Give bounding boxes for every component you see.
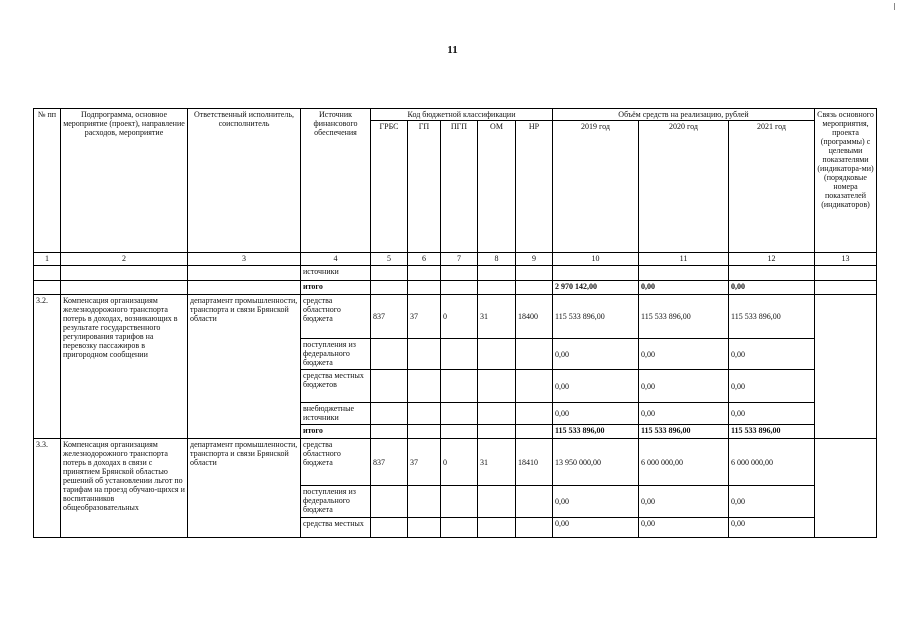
table-row xyxy=(34,266,877,281)
item-name: Компенсация организациям железнодорожного транспорта потерь в доходах в связи с принятием Брянской областью решений об установлении льгот по тарифам на проезд обучаю-щихся и воспитанников общеобразовательных xyxy=(61,439,188,538)
code-grbs: 837 xyxy=(371,295,408,339)
column-number: 2 xyxy=(61,253,188,266)
page-edge-mark xyxy=(894,3,895,10)
total-2021: 115 533 896,00 xyxy=(729,425,815,439)
code-pgp: 0 xyxy=(441,439,478,486)
header-col-program: Подпрограмма, основное мероприятие (проект), направление расходов, мероприятие xyxy=(61,109,188,253)
value-2020: 0,00 xyxy=(639,339,729,370)
total-2020: 0,00 xyxy=(639,281,729,295)
header-code-om: ОМ xyxy=(478,121,516,253)
code-om: 31 xyxy=(478,439,516,486)
value-2021: 6 000 000,00 xyxy=(729,439,815,486)
value-2020: 0,00 xyxy=(639,518,729,538)
item-responsible: департамент промышленности, транспорта и связи Брянской области xyxy=(188,439,301,538)
column-number: 9 xyxy=(516,253,553,266)
source-cell: поступления из федерального бюджета xyxy=(301,339,371,370)
code-nr: 18410 xyxy=(516,439,553,486)
item-number: 3.2. xyxy=(34,295,61,439)
column-number: 10 xyxy=(553,253,639,266)
column-number: 4 xyxy=(301,253,371,266)
code-gp: 37 xyxy=(408,295,441,339)
column-number: 1 xyxy=(34,253,61,266)
value-2019: 115 533 896,00 xyxy=(553,295,639,339)
value-2020: 0,00 xyxy=(639,403,729,425)
header-group-code: Код бюджетной классификации xyxy=(371,109,553,121)
total-label: итого xyxy=(301,281,371,295)
column-number: 3 xyxy=(188,253,301,266)
value-2019: 0,00 xyxy=(553,518,639,538)
code-pgp: 0 xyxy=(441,295,478,339)
value-2020: 115 533 896,00 xyxy=(639,295,729,339)
table-row xyxy=(34,281,877,295)
value-2019: 0,00 xyxy=(553,486,639,518)
value-2019: 0,00 xyxy=(553,339,639,370)
code-nr: 18400 xyxy=(516,295,553,339)
column-number: 7 xyxy=(441,253,478,266)
source-cell: средства местных xyxy=(301,518,371,538)
column-number: 6 xyxy=(408,253,441,266)
item-number: 3.3. xyxy=(34,439,61,538)
source-cell: поступления из федерального бюджета xyxy=(301,486,371,518)
total-2019: 115 533 896,00 xyxy=(553,425,639,439)
total-label: итого xyxy=(301,425,371,439)
value-2021: 0,00 xyxy=(729,518,815,538)
header-col-source: Источник финансового обеспечения xyxy=(301,109,371,253)
value-2020: 6 000 000,00 xyxy=(639,439,729,486)
code-om: 31 xyxy=(478,295,516,339)
total-2019: 2 970 142,00 xyxy=(553,281,639,295)
source-cell: источники xyxy=(301,266,371,281)
source-cell: внебюджетные источники xyxy=(301,403,371,425)
header-col-responsible: Ответственный исполнитель, соисполнитель xyxy=(188,109,301,253)
value-2021: 115 533 896,00 xyxy=(729,295,815,339)
header-col-link: Связь основного мероприятия, проекта (программы) с целевыми показателями (индикатора-ми) (порядковые номера показателей (индикаторов) xyxy=(815,109,877,253)
header-code-gp: ГП xyxy=(408,121,441,253)
column-number: 5 xyxy=(371,253,408,266)
budget-table xyxy=(33,108,877,538)
code-gp: 37 xyxy=(408,439,441,486)
value-2021: 0,00 xyxy=(729,403,815,425)
header-code-grbs: ГРБС xyxy=(371,121,408,253)
header-code-pgp: ПГП xyxy=(441,121,478,253)
value-2019: 0,00 xyxy=(553,370,639,403)
item-responsible: департамент промышленности, транспорта и связи Брянской области xyxy=(188,295,301,439)
column-number: 12 xyxy=(729,253,815,266)
value-2019: 0,00 xyxy=(553,403,639,425)
column-number: 8 xyxy=(478,253,516,266)
header-group-volume: Объём средств на реализацию, рублей xyxy=(553,109,815,121)
header-year-2020: 2020 год xyxy=(639,121,729,253)
page-number: 11 xyxy=(447,44,458,56)
value-2021: 0,00 xyxy=(729,370,815,403)
source-cell: средства областного бюджета xyxy=(301,295,371,339)
header-year-2021: 2021 год xyxy=(729,121,815,253)
value-2020: 0,00 xyxy=(639,486,729,518)
column-number-row xyxy=(34,253,877,266)
value-2021: 0,00 xyxy=(729,486,815,518)
value-2019: 13 950 000,00 xyxy=(553,439,639,486)
header-row xyxy=(34,109,877,121)
item-name: Компенсация организациям железнодорожного транспорта потерь в доходах, возникающих в результате государственного регулирования тарифов на перевозку пассажиров в пригородном сообщении xyxy=(61,295,188,439)
total-2021: 0,00 xyxy=(729,281,815,295)
header-year-2019: 2019 год xyxy=(553,121,639,253)
column-number: 13 xyxy=(815,253,877,266)
source-cell: средства местных бюджетов xyxy=(301,370,371,403)
source-cell: средства областного бюджета xyxy=(301,439,371,486)
value-2020: 0,00 xyxy=(639,370,729,403)
header-code-nr: НР xyxy=(516,121,553,253)
table-row xyxy=(34,439,877,486)
column-number: 11 xyxy=(639,253,729,266)
code-grbs: 837 xyxy=(371,439,408,486)
value-2021: 0,00 xyxy=(729,339,815,370)
table-row xyxy=(34,295,877,339)
total-2020: 115 533 896,00 xyxy=(639,425,729,439)
header-col-num: № пп xyxy=(34,109,61,253)
